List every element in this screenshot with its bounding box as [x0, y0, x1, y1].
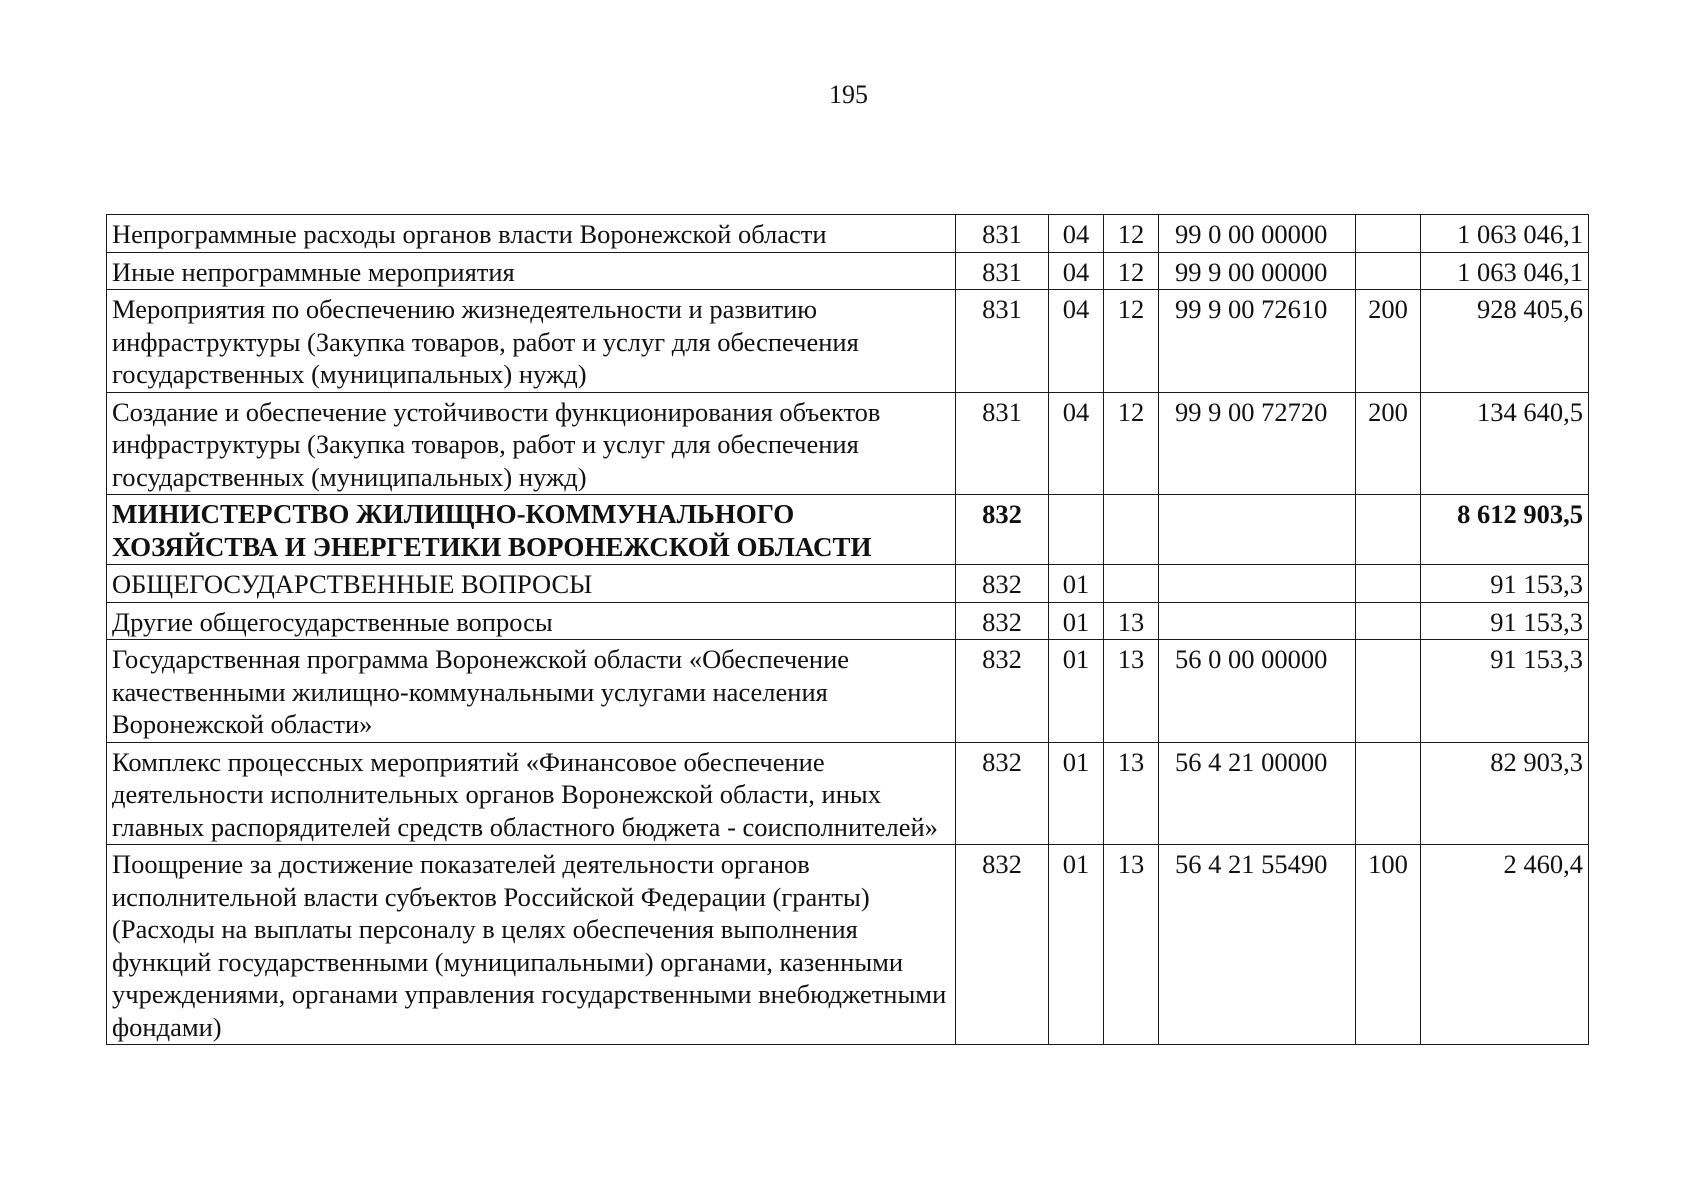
row-expense-type: 200	[1356, 392, 1421, 495]
row-section: 01	[1049, 845, 1104, 1045]
row-subsection: 12	[1104, 215, 1159, 253]
row-amount: 1 063 046,1	[1421, 215, 1589, 253]
row-grbs: 832	[956, 640, 1049, 743]
row-target-article: 99 9 00 00000	[1159, 252, 1356, 290]
budget-table	[106, 214, 1589, 1045]
row-expense-type	[1356, 495, 1421, 565]
table-row	[107, 602, 1589, 640]
row-amount: 134 640,5	[1421, 392, 1589, 495]
row-section: 01	[1049, 640, 1104, 743]
row-grbs: 831	[956, 392, 1049, 495]
row-target-article: 56 0 00 00000	[1159, 640, 1356, 743]
row-target-article	[1159, 602, 1356, 640]
row-subsection: 13	[1104, 640, 1159, 743]
row-amount: 2 460,4	[1421, 845, 1589, 1045]
row-section: 01	[1049, 602, 1104, 640]
row-name: Непрограммные расходы органов власти Воронежской области	[107, 215, 956, 253]
row-grbs: 831	[956, 215, 1049, 253]
row-expense-type	[1356, 215, 1421, 253]
row-target-article: 99 9 00 72720	[1159, 392, 1356, 495]
row-grbs: 832	[956, 565, 1049, 603]
row-section: 04	[1049, 252, 1104, 290]
row-subsection: 12	[1104, 290, 1159, 393]
row-section: 01	[1049, 742, 1104, 845]
row-name: Мероприятия по обеспечению жизнедеятельности и развитию инфраструктуры (Закупка товаров, работ и услуг для обеспечения государственных (муниципальных) нужд)	[107, 290, 956, 393]
row-expense-type: 100	[1356, 845, 1421, 1045]
row-subsection: 13	[1104, 742, 1159, 845]
row-grbs: 832	[956, 845, 1049, 1045]
row-grbs: 831	[956, 252, 1049, 290]
row-target-article	[1159, 565, 1356, 603]
row-subsection: 13	[1104, 602, 1159, 640]
row-target-article: 56 4 21 55490	[1159, 845, 1356, 1045]
row-name: Государственная программа Воронежской области «Обеспечение качественными жилищно-коммунальными услугами населения Воронежской области»	[107, 640, 956, 743]
row-subsection: 12	[1104, 252, 1159, 290]
row-amount: 82 903,3	[1421, 742, 1589, 845]
row-grbs: 831	[956, 290, 1049, 393]
row-amount: 91 153,3	[1421, 602, 1589, 640]
row-grbs: 832	[956, 742, 1049, 845]
row-amount: 928 405,6	[1421, 290, 1589, 393]
row-name: Другие общегосударственные вопросы	[107, 602, 956, 640]
row-name: Создание и обеспечение устойчивости функционирования объектов инфраструктуры (Закупка товаров, работ и услуг для обеспечения государственных (муниципальных) нужд)	[107, 392, 956, 495]
table-row	[107, 640, 1589, 743]
row-name: Комплекс процессных мероприятий «Финансовое обеспечение деятельности исполнительных органов Воронежской области, иных главных распорядителей средств областного бюджета - соисполнителей»	[107, 742, 956, 845]
table-body	[107, 215, 1589, 1045]
row-target-article: 99 9 00 72610	[1159, 290, 1356, 393]
row-subsection: 13	[1104, 845, 1159, 1045]
row-target-article: 99 0 00 00000	[1159, 215, 1356, 253]
row-amount: 8 612 903,5	[1421, 495, 1589, 565]
row-expense-type: 200	[1356, 290, 1421, 393]
table-row	[107, 252, 1589, 290]
table-row	[107, 845, 1589, 1045]
row-section	[1049, 495, 1104, 565]
row-amount: 1 063 046,1	[1421, 252, 1589, 290]
table-row	[107, 742, 1589, 845]
row-expense-type	[1356, 252, 1421, 290]
row-expense-type	[1356, 640, 1421, 743]
row-target-article: 56 4 21 00000	[1159, 742, 1356, 845]
row-expense-type	[1356, 602, 1421, 640]
table-row	[107, 290, 1589, 393]
row-subsection: 12	[1104, 392, 1159, 495]
row-amount: 91 153,3	[1421, 640, 1589, 743]
table-row	[107, 392, 1589, 495]
row-amount: 91 153,3	[1421, 565, 1589, 603]
row-grbs: 832	[956, 495, 1049, 565]
row-subsection	[1104, 495, 1159, 565]
row-section: 04	[1049, 215, 1104, 253]
row-name: Поощрение за достижение показателей деятельности органов исполнительной власти субъектов Российской Федерации (гранты) (Расходы на выплаты персоналу в целях обеспечения выполнения функций государственными (муниципальными) органами, казенными учреждениями, органами управления государственными внебюджетными фондами)	[107, 845, 956, 1045]
row-section: 01	[1049, 565, 1104, 603]
table-row	[107, 565, 1589, 603]
page-number: 195	[829, 80, 868, 109]
row-target-article	[1159, 495, 1356, 565]
row-expense-type	[1356, 565, 1421, 603]
row-section: 04	[1049, 290, 1104, 393]
row-name: Иные непрограммные мероприятия	[107, 252, 956, 290]
row-name: МИНИСТЕРСТВО ЖИЛИЩНО-КОММУНАЛЬНОГО ХОЗЯЙСТВА И ЭНЕРГЕТИКИ ВОРОНЕЖСКОЙ ОБЛАСТИ	[107, 495, 956, 565]
row-name: ОБЩЕГОСУДАРСТВЕННЫЕ ВОПРОСЫ	[107, 565, 956, 603]
table-row-ministry	[107, 495, 1589, 565]
row-grbs: 832	[956, 602, 1049, 640]
table-row	[107, 215, 1589, 253]
row-expense-type	[1356, 742, 1421, 845]
row-subsection	[1104, 565, 1159, 603]
row-section: 04	[1049, 392, 1104, 495]
